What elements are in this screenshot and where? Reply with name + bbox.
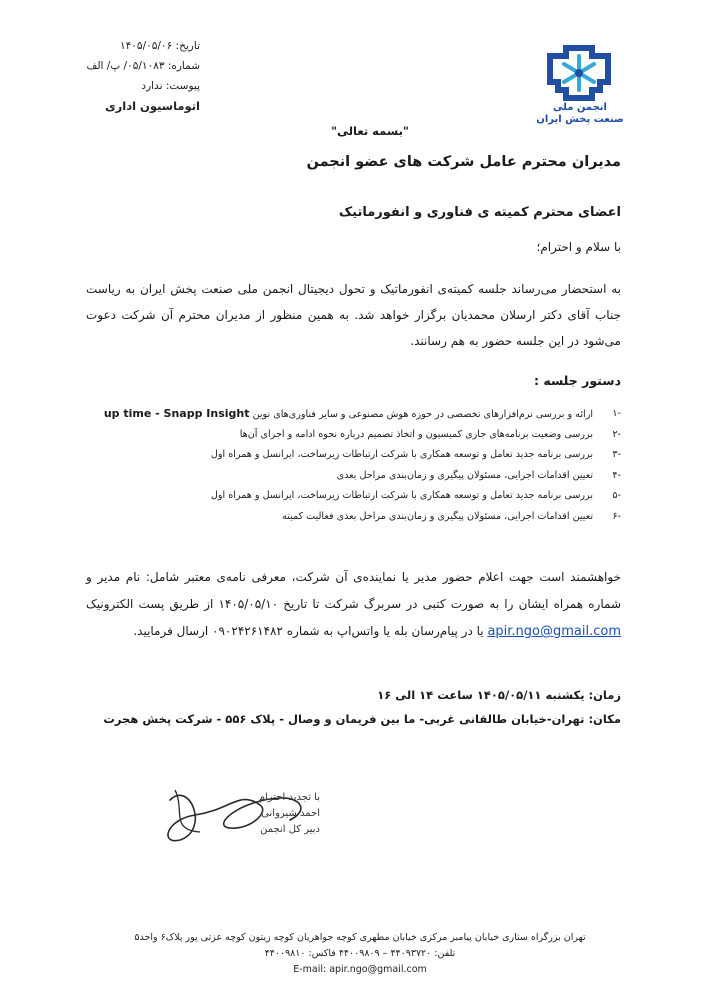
agenda-item (91, 404, 621, 425)
agenda-list (91, 404, 621, 527)
footer-address: تهران بزرگراه ستاری خیابان پیامبر مرکزی خیابان مطهری کوچه جواهریان کوچه زیتون کوچه عزتی پور پلاک۶ واحد۵ (134, 932, 586, 943)
signatory-title: دبیر کل انجمن (260, 824, 320, 835)
agenda-item-text: بررسی برنامه جدید تعامل و توسعه همکاری با شرکت ارتباطات زیرساخت، ایرانسل و همراه اول (210, 449, 593, 460)
agenda-item-number: -۴ (612, 469, 621, 481)
letter-meta (70, 36, 200, 116)
agenda-item-text: تعیین اقدامات اجرایی، مسئولان پیگیری و زمان‌بندی مراحل بعدی فعالیت کمیته (282, 510, 593, 522)
request-paragraph (86, 564, 621, 645)
footer-email: E-mail: apir.ngo@gmail.com (293, 964, 427, 975)
signatory-name: احمد شیروانی (261, 808, 320, 819)
agenda-item-text: ارائه و بررسی نرم‌افزارهای تخصصی در حوزه هوش مصنوعی و سایر فناوری‌های نوین (252, 409, 593, 420)
department-label: اتوماسیون اداری (105, 99, 200, 113)
logo-line-2: صنعت پخش ایران (536, 114, 624, 125)
logo-line-1: انجمن ملی (553, 102, 607, 113)
signature-block (200, 790, 320, 838)
agenda-item-number: -۱ (612, 408, 621, 419)
agenda-item-text: تعیین اقدامات اجرایی، مسئولان پیگیری و زمان‌بندی مراحل بعدی (336, 469, 593, 481)
agenda-item-product-names: up time - Snapp Insight (103, 407, 250, 420)
agenda-item-text: بررسی وضعیت برنامه‌های جاری کمیسیون و اتخاذ تصمیم درباره نحوه ادامه و اجرای آن‌ها (239, 428, 593, 440)
agenda-item (91, 507, 621, 528)
agenda-item-number: -۵ (612, 490, 621, 501)
contact-email-link[interactable]: apir.ngo@gmail.com (487, 624, 621, 639)
request-text: خواهشمند است جهت اعلام حضور مدیر یا نماینده‌ی آن شرکت، معرفی نامه‌ی معتبر شامل: نام مدیر و شماره همراه ایشان را به صورت کتبی در سربرگ شرکت تا تاریخ ۱۴۰۵/۰۵/۱۰ از طریق پست الکترونیک (86, 570, 621, 611)
agenda-item (91, 466, 621, 487)
footer-phones: تلفن: ۴۴۰۹۳۷۲۰ – ۴۴۰۰۹۸۰۹ فاکس: ۴۴۰۰۹۸۱۰ (264, 948, 456, 959)
greeting: با سلام و احترام؛ (536, 240, 621, 254)
bismillah-heading: "بسمه تعالی" (331, 124, 409, 138)
letter-attachment: پیوست: ندارد (141, 80, 200, 92)
agenda-item (91, 445, 621, 466)
meeting-time: زمان: یکشنبه ۱۴۰۵/۰۵/۱۱ ساعت ۱۴ الی ۱۶ (377, 688, 621, 702)
intro-paragraph: به استحضار می‌رساند جلسه کمیته‌ی انفورماتیک و تحول دیجیتال انجمن ملی صنعت پخش ایران به ریاست جناب آقای دکتر ارسلان محمدیان برگزار خواهد شد. به همین منظور از مدیران محترم آن شرکت دعوت می‌شود در این جلسه حضور به هم رسانند. (86, 282, 621, 348)
agenda-item-number: -۳ (612, 449, 621, 460)
primary-recipient: مدیران محترم عامل شرکت های عضو انجمن (306, 154, 621, 170)
agenda-title: دستور جلسه : (534, 373, 621, 388)
agenda-item-number: -۶ (612, 510, 621, 522)
letter-number: شماره: ۰۵/۱۰۸۳/ پ/ الف (86, 60, 200, 72)
agenda-item-text: بررسی برنامه جدید تعامل و توسعه همکاری با شرکت ارتباطات زیرساخت، ایرانسل و همراه اول (210, 490, 593, 501)
agenda-item-number: -۲ (612, 428, 621, 440)
logo-caption (535, 102, 625, 126)
letter-footer (100, 930, 620, 978)
meeting-place: مکان: تهران-خیابان طالقانی غربی- ما بین فریمان و وصال - پلاک ۵۵۶ - شرکت پخش هجرت (103, 712, 621, 726)
agenda-item (91, 425, 621, 446)
agenda-item (91, 486, 621, 507)
signature-closing: با تجدید احترام (258, 792, 320, 803)
letter-date: تاریخ: ۱۴۰۵/۰۵/۰۶ (120, 40, 200, 52)
secondary-recipient: اعضای محترم کمیته ی فناوری و انفورماتیک (338, 205, 621, 220)
request-text-end: یا در پیام‌رسان بله یا واتس‌اپ به شماره ۰۹۰۲۴۲۶۱۴۸۲ ارسال فرمایید. (133, 624, 484, 638)
